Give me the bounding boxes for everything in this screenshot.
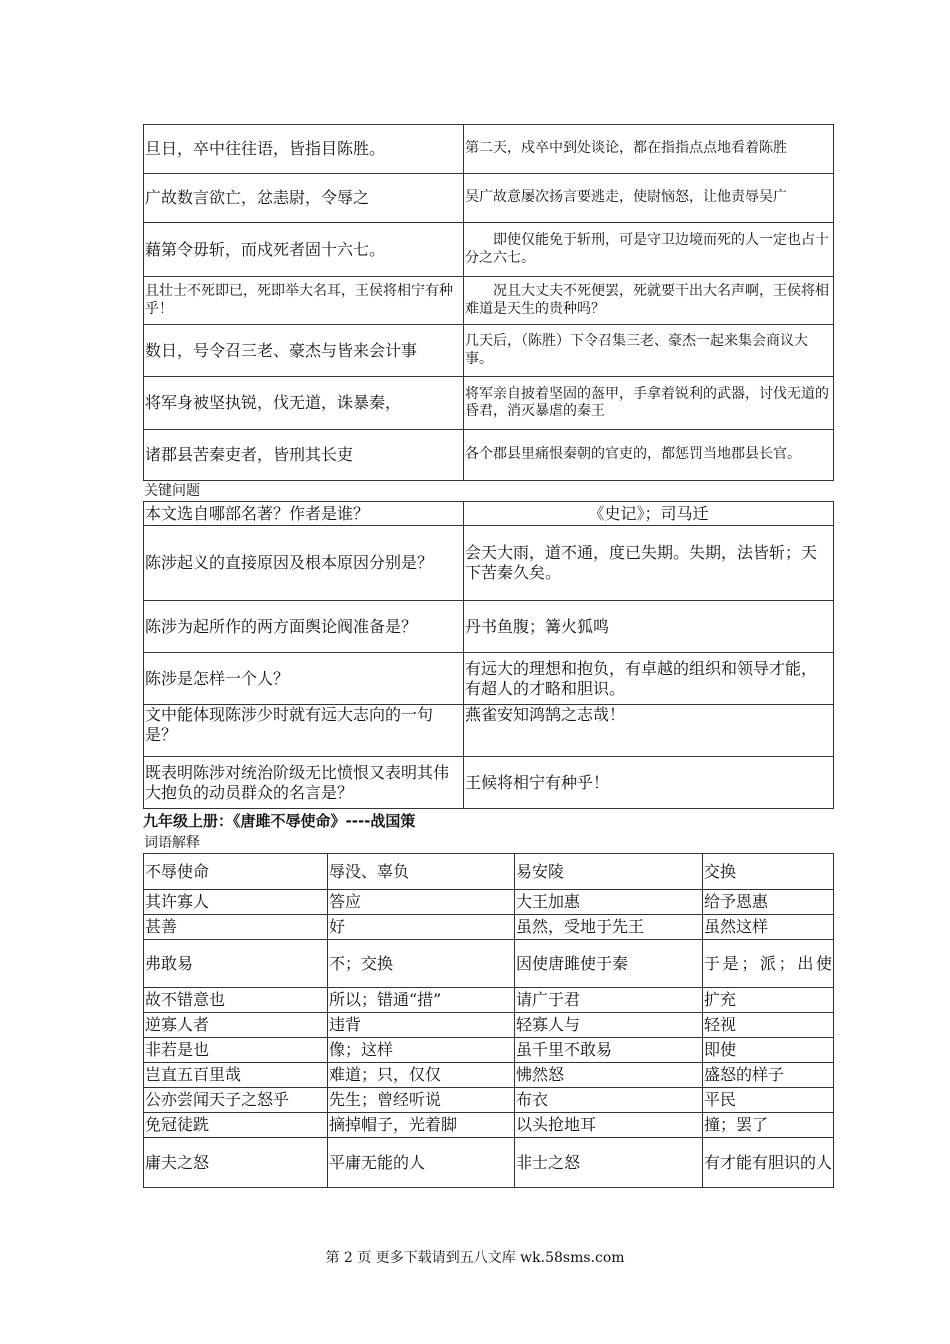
table-row [144, 174, 834, 223]
classical-text: 广故数言欲亡，忿恚尉，令辱之 [144, 174, 464, 223]
translation-text: 各个郡县里痛恨秦朝的官吏的，都惩罚当地郡县长官。 [464, 430, 834, 481]
table-row [144, 705, 834, 757]
vocab-meaning: 像；这样 [328, 1038, 515, 1063]
answer-text: 丹书鱼腹；篝火狐鸣 [464, 601, 834, 653]
translation-text: 况且大丈夫不死便罢，死就要干出大名声啊，王侯将相难道是天生的贵种吗？ [464, 277, 834, 325]
classical-text: 且壮士不死即已，死即举大名耳，王侯将相宁有种乎！ [144, 277, 464, 325]
answer-text: 王候将相宁有种乎！ [464, 757, 834, 809]
vocab-phrase: 布衣 [515, 1088, 703, 1113]
table-row [144, 526, 834, 601]
table-row [144, 1088, 834, 1113]
vocab-meaning: 有才能有胆识的人 [703, 1138, 834, 1188]
vocab-meaning: 不；交换 [328, 940, 515, 988]
vocab-meaning: 平民 [703, 1088, 834, 1113]
vocab-phrase: 大王加惠 [515, 890, 703, 915]
vocab-phrase: 虽千里不敢易 [515, 1038, 703, 1063]
classical-text: 旦日，卒中往往语，皆指目陈胜。 [144, 125, 464, 174]
table-row [144, 325, 834, 377]
vocab-phrase: 非若是也 [144, 1038, 328, 1063]
table-row [144, 890, 834, 915]
vocab-meaning: 盛怒的样子 [703, 1063, 834, 1088]
vocab-phrase: 请广于君 [515, 988, 703, 1013]
vocab-meaning: 辱没、辜负 [328, 854, 515, 890]
question-text: 文中能体现陈涉少时就有远大志向的一句是？ [144, 705, 464, 757]
question-text: 陈涉是怎样一个人？ [144, 653, 464, 705]
question-text: 本文选自哪部名著？作者是谁？ [144, 502, 464, 526]
document-page [143, 124, 833, 1188]
vocab-phrase: 虽然，受地于先王 [515, 915, 703, 940]
vocab-phrase: 庸夫之怒 [144, 1138, 328, 1188]
vocab-phrase: 非士之怒 [515, 1138, 703, 1188]
vocab-meaning: 摘掉帽子，光着脚 [328, 1113, 515, 1138]
page-footer: 第 2 页 更多下载请到五八文库 wk.58sms.com [325, 1250, 625, 1266]
table-row [144, 854, 834, 890]
classical-text: 将军身被坚执锐，伐无道，诛暴秦， [144, 377, 464, 430]
key-questions-label: 关键问题 [144, 483, 200, 499]
vocab-meaning: 好 [328, 915, 515, 940]
vocab-meaning: 难道；只，仅仅 [328, 1063, 515, 1088]
table-row [144, 653, 834, 705]
vocab-label: 词语解释 [144, 835, 200, 851]
vocab-meaning: 违背 [328, 1013, 515, 1038]
vocab-meaning: 撞；罢了 [703, 1113, 834, 1138]
vocab-meaning: 即使 [703, 1038, 834, 1063]
table-row [144, 1063, 834, 1088]
answer-text: 燕雀安知鸿鹄之志哉！ [464, 705, 834, 757]
vocab-phrase: 因使唐雎使于秦 [515, 940, 703, 988]
table-row [144, 940, 834, 988]
table-row [144, 1138, 834, 1188]
classical-text: 数日，号令召三老、豪杰与皆来会计事 [144, 325, 464, 377]
vocab-phrase: 公亦尝闻天子之怒乎 [144, 1088, 328, 1113]
vocab-meaning: 给予恩惠 [703, 890, 834, 915]
vocab-meaning: 先生；曾经听说 [328, 1088, 515, 1113]
table-row [144, 377, 834, 430]
vocab-phrase: 怫然怒 [515, 1063, 703, 1088]
table-row [144, 988, 834, 1013]
classical-text: 诸郡县苦秦吏者，皆刑其长吏 [144, 430, 464, 481]
key-questions-table [143, 501, 834, 809]
table-row [144, 1113, 834, 1138]
table-row [144, 502, 834, 526]
vocab-phrase: 其许寡人 [144, 890, 328, 915]
vocab-table [143, 853, 834, 1188]
vocab-phrase: 岂直五百里哉 [144, 1063, 328, 1088]
vocab-phrase: 故不错意也 [144, 988, 328, 1013]
table-row [144, 757, 834, 809]
vocab-phrase: 逆寡人者 [144, 1013, 328, 1038]
vocab-phrase: 易安陵 [515, 854, 703, 890]
classical-text: 藉第令毋斩，而戍死者固十六七。 [144, 223, 464, 277]
answer-text: 有远大的理想和抱负，有卓越的组织和领导才能，有超人的才略和胆识。 [464, 653, 834, 705]
vocab-phrase: 以头抢地耳 [515, 1113, 703, 1138]
vocab-meaning: 交换 [703, 854, 834, 890]
question-text: 陈涉起义的直接原因及根本原因分别是？ [144, 526, 464, 601]
translation-text: 吴广故意屡次扬言要逃走，使尉恼怒，让他责辱吴广 [464, 174, 834, 223]
table-row [144, 430, 834, 481]
translation-text: 将军亲自披着坚固的盔甲，手拿着锐利的武器，讨伐无道的昏君，消灭暴虐的秦王 [464, 377, 834, 430]
translation-text: 即使仅能免于斩刑，可是守卫边境而死的人一定也占十分之六七。 [464, 223, 834, 277]
translation-text: 几天后，（陈胜）下令召集三老、豪杰一起来集会商议大事。 [464, 325, 834, 377]
vocab-meaning: 轻视 [703, 1013, 834, 1038]
table-row [144, 277, 834, 325]
vocab-meaning: 答应 [328, 890, 515, 915]
vocab-phrase: 不辱使命 [144, 854, 328, 890]
vocab-meaning: 平庸无能的人 [328, 1138, 515, 1188]
vocab-meaning: 扩充 [703, 988, 834, 1013]
translation-text: 第二天，戍卒中到处谈论，都在指指点点地看着陈胜 [464, 125, 834, 174]
table-row [144, 125, 834, 174]
vocab-phrase: 免冠徒跣 [144, 1113, 328, 1138]
table-row [144, 915, 834, 940]
vocab-phrase: 弗敢易 [144, 940, 328, 988]
answer-text: 会天大雨，道不通，度已失期。失期，法皆斩；天下苦秦久矣。 [464, 526, 834, 601]
vocab-phrase: 轻寡人与 [515, 1013, 703, 1038]
section-heading: 九年级上册：《唐雎不辱使命》----战国策 [143, 812, 416, 830]
vocab-meaning: 所以；错通“措” [328, 988, 515, 1013]
vocab-meaning: 虽然这样 [703, 915, 834, 940]
table-row [144, 223, 834, 277]
table-row [144, 1013, 834, 1038]
table-row [144, 1038, 834, 1063]
table-row [144, 601, 834, 653]
translation-table [143, 124, 834, 481]
vocab-meaning: 于是；派；出使 [703, 940, 834, 988]
answer-text: 《史记》；司马迁 [464, 502, 834, 526]
question-text: 陈涉为起所作的两方面舆论阀准备是？ [144, 601, 464, 653]
vocab-phrase: 甚善 [144, 915, 328, 940]
question-text: 既表明陈涉对统治阶级无比愤恨又表明其伟大抱负的动员群众的名言是？ [144, 757, 464, 809]
